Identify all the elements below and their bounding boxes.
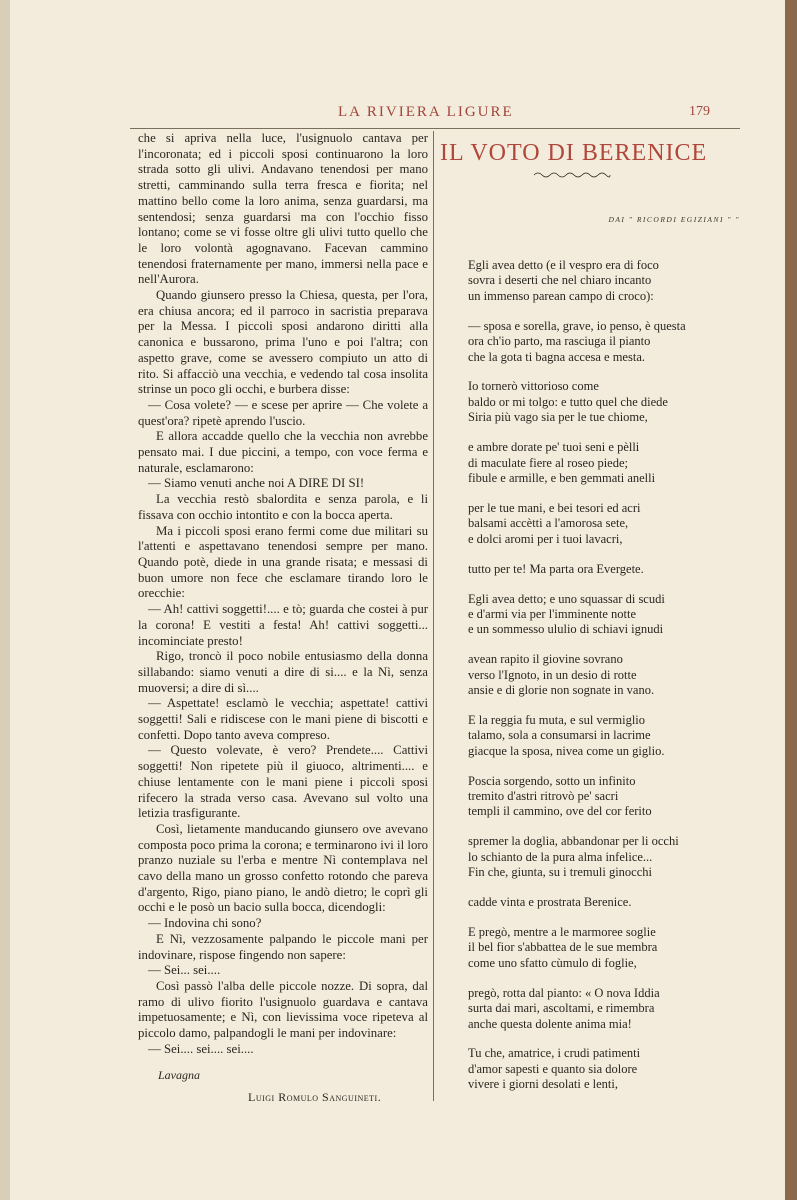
poem-line: e un sommesso ululio di schiavi ignudi — [468, 622, 664, 637]
poem-line: tremito d'astri ritrovò pe' sacri — [468, 789, 619, 804]
poem-stanza — [468, 713, 740, 759]
story-paragraph: — Siamo venuti anche noi A DIRE DI SI! — [148, 476, 365, 491]
poem-stanza — [468, 562, 740, 577]
story-paragraph: — Questo volevate, è vero? Prendete.... Cattivi soggetti! Non ripetete più il giuoco, altrimenti.... e chiuse lentamente con le mani piene i piccoli sposi rifecero la strada verso casa. Avevano sul volto una letizia trasfigurante. — [138, 743, 428, 821]
poem-line: come uno sfatto cùmulo di foglie, — [468, 955, 637, 970]
poem-line: — sposa e sorella, grave, io penso, è questa — [468, 318, 686, 333]
poem-line: giacque la sposa, nivea come un giglio. — [468, 743, 665, 758]
column-divider — [433, 131, 434, 1101]
poem-line: anche questa dolente anima mia! — [468, 1016, 632, 1031]
poem-line: Fin che, giunta, su i tremuli ginocchi — [468, 865, 652, 880]
story-paragraph: Così passò l'alba delle piccole nozze. Di sopra, dal ramo di ulivo fiorito l'usignuolo guardava e cantava impetuosamente; e Nì, con lievissima voce ripeteva al piccolo damo, palpandogli le mani per indovinare: — [138, 978, 428, 1041]
poem-line: E pregò, mentre a le marmoree soglie — [468, 925, 656, 939]
poem-line: e d'armi via per l'imminente notte — [468, 606, 636, 621]
poem-stanza — [468, 379, 740, 425]
poem-line: un immenso parean campo di croco): — [468, 288, 654, 303]
story-paragraph: Ma i piccoli sposi erano fermi come due militari su l'attenti e aspettavano tenendosi sempre per mano. Quando potè, diede in una grande risata; e messasi di buon umore non fece che esclamare tirando loro le orecchie: — [138, 523, 428, 601]
story-paragraph: — Ah! cattivi soggetti!.... e tò; guarda che costei à pur la corona! E vestiti a festa! Ah! cattivi soggetti... incominciate presto! — [138, 602, 428, 648]
poem-line: Egli avea detto (e il vespro era di foco — [468, 258, 659, 272]
poem-stanza — [468, 319, 740, 365]
title-ornament — [532, 170, 612, 180]
poem-body — [440, 258, 740, 1093]
story-paragraph: — Cosa volete? — e scese per aprire — Che volete a quest'ora? ripetè aprendo l'uscio. — [138, 397, 428, 428]
page-edge — [785, 0, 797, 1200]
poem-line: ansie e di glorie non sognate in vano. — [468, 683, 655, 698]
poem-line: e dolci aromi per i tuoi lavacri, — [468, 531, 623, 546]
poem-stanza — [468, 895, 740, 910]
story-column — [138, 131, 428, 1057]
poem-line: cadde vinta e prostrata Berenice. — [468, 895, 632, 910]
story-paragraph: — Aspettate! esclamò le vecchia; aspettate! cattivi soggetti! Sali e ridiscese con le mani piene di biscotti e confetti. Dopo tanto aveva compreso. — [138, 696, 428, 742]
poem-line: per le tue mani, e bei tesori ed acri — [468, 500, 641, 515]
story-paragraph: Così, lietamente manducando giunsero ove avevano composta poco prima la corona; e terminarono ivi il loro pranzo nuziale su l'erba e mentre Nì contemplava nel cavo della mano un grosso confetto rotondo che pareva d'argento, Rigo, piano piano, le andò dietro; le coprì gli occhi e le posò un bacio sulla bocca, dicendogli: — [138, 821, 428, 915]
poem-stanza — [468, 1046, 740, 1092]
poem-stanza — [468, 592, 740, 638]
running-title: LA RIVIERA LIGURE — [338, 104, 514, 120]
poem-line: di maculate fiere al roseo piede; — [468, 455, 628, 470]
poem-line: e ambre dorate pe' tuoi seni e pèlli — [468, 440, 640, 455]
story-paragraph: Quando giunsero presso la Chiesa, questa, per l'ora, era chiusa ancora; ed il parroco in sacristia preparava per la Messa. I piccoli sposi andarono diritti alla canonica e bussarono, prima l'uno e poi l'altra; con aspetto grave, come se avessero compiuto un atto di rito. Si affacciò una vecchia, e vedendo tal cosa insolita strinse un poco gli occhi, e burbera disse: — [138, 288, 428, 397]
story-author: Luigi Romulo Sanguineti. — [248, 1090, 382, 1104]
binding-edge — [0, 0, 10, 1200]
poem-line: verso l'Ignoto, in un desio di rotte — [468, 667, 637, 682]
poem-line: templi il cammino, ove del cor ferito — [468, 804, 652, 819]
page-header — [130, 104, 740, 128]
poem-stanza — [468, 501, 740, 547]
poem-stanza — [468, 925, 740, 971]
poem-stanza — [468, 440, 740, 486]
poem-line: Egli avea detto; e uno squassar di scudi — [468, 591, 665, 606]
poem-line: Poscia sorgendo, sotto un infinito — [468, 773, 636, 788]
poem-stanza — [468, 834, 740, 880]
poem-line: baldo or mi tolgo: e tutto quel che diede — [468, 394, 668, 409]
poem-stanza — [468, 986, 740, 1032]
story-paragraph: — Sei.... sei.... sei.... — [148, 1041, 254, 1056]
story-paragraph: Rigo, troncò il poco nobile entusiasmo della donna sillabando: siamo venuti a dire di si.... e la Nì, senza muoversi; a dire di sì.... — [138, 649, 428, 695]
poem-column — [440, 140, 740, 1107]
poem-line: Siria più vago sia per le tue chiome, — [468, 410, 648, 425]
poem-line: talamo, sola a consumarsi in lacrime — [468, 728, 651, 743]
poem-line: lo schianto de la pura alma infelice... — [468, 849, 653, 864]
poem-line: che la gota ti bagna accesa e mesta. — [468, 349, 645, 364]
story-paragraph: — Indovina chi sono? — [148, 916, 262, 931]
poem-line: Tu che, amatrice, i crudi patimenti — [468, 1046, 641, 1061]
poem-line: avean rapito il giovine sovrano — [468, 652, 623, 667]
poem-line: balsami accètti a l'amorosa sete, — [468, 516, 629, 531]
story-paragraph: che si apriva nella luce, l'usignuolo cantava per l'incoronata; ed i piccoli sposi continuarono la loro strada sotto gli ulivi. Andavano tenendosi per mano stretti, camminando sulla terra fresca e fiorita; nel mattino bello come la loro anima, senza guardarsi, ma sentendosi; senza guardarsi ma con l'occhio fisso lontano; come se vi fosse oltre gli ulivi tutto quello che le loro volontà agognavano. Facevan cammino tenendosi fraternamente per mano, immersi nella pace e nell'Aurora. — [138, 131, 428, 287]
story-place: Lavagna — [158, 1068, 200, 1082]
poem-line: spremer la doglia, abbandonar per li occhi — [468, 834, 679, 849]
poem-stanza — [468, 652, 740, 698]
poem-line: d'amor sapesti e quanto sia dolore — [468, 1061, 638, 1076]
poem-line: fibule e armille, e ben gemmati anelli — [468, 470, 656, 485]
story-paragraph: — Sei... sei.... — [148, 963, 221, 978]
story-paragraph: E Nì, vezzosamente palpando le piccole mani per indovinare, rispose fingendo non sapere: — [138, 931, 428, 962]
poem-line: vivere i giorni desolati e lenti, — [468, 1077, 618, 1092]
poem-line: sovra i deserti che nel chiaro incanto — [468, 273, 652, 288]
poem-stanza — [468, 258, 740, 304]
poem-source: DAI " RICORDI EGIZIANI " " — [608, 215, 740, 224]
poem-line: E la reggia fu muta, e sul vermiglio — [468, 712, 646, 727]
poem-line: il bel fior s'abbattea de le sue membra — [468, 940, 658, 955]
poem-line: pregò, rotta dal pianto: « O nova Iddia — [468, 985, 660, 1000]
poem-line: Io tornerò vittorioso come — [468, 379, 599, 394]
story-paragraph: La vecchia restò sbalordita e senza parola, e li fissava con occhio intontito e con la bocca aperta. — [138, 492, 428, 522]
poem-line: tutto per te! Ma parta ora Evergete. — [468, 561, 644, 576]
poem-line: surta dai mari, ascoltami, e rimembra — [468, 1001, 655, 1016]
poem-title: IL VOTO DI BERENICE — [440, 140, 708, 166]
poem-stanza — [468, 774, 740, 820]
poem-line: ora ch'io parto, ma rasciuga il pianto — [468, 334, 651, 349]
story-paragraph: E allora accadde quello che la vecchia non avrebbe pensato mai. I due piccini, a tempo, con voce ferma e naturale, esclamarono: — [138, 429, 428, 475]
page-number: 179 — [689, 104, 710, 119]
header-rule — [130, 128, 740, 129]
